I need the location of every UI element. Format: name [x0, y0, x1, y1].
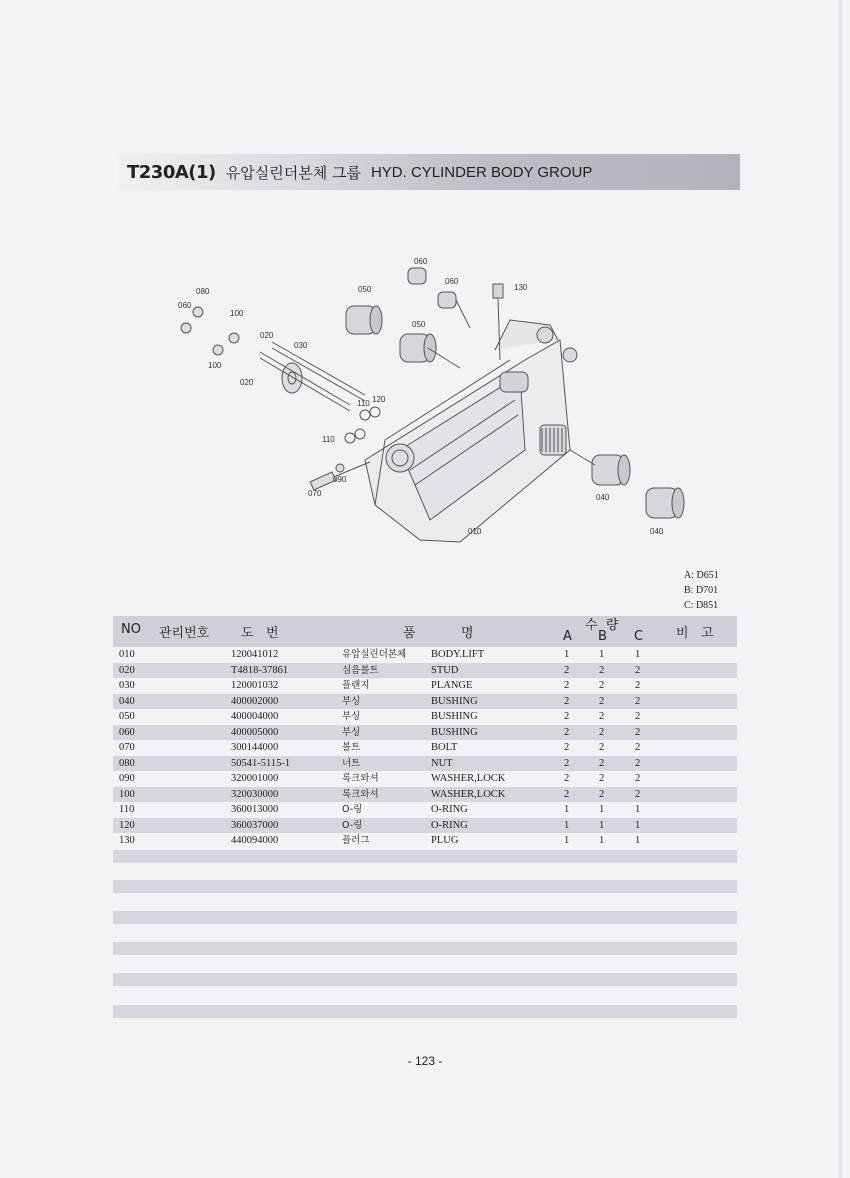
model-c: C: D851 [684, 600, 719, 611]
callout-label: 020 [240, 378, 254, 387]
cell-qty-b: 2 [599, 757, 605, 769]
header-remarks: 비 고 [676, 626, 714, 641]
empty-row-stripe [113, 973, 737, 986]
cell-qty-c: 2 [635, 726, 641, 738]
page-number: - 123 - [407, 1054, 443, 1068]
empty-row-stripe [113, 880, 737, 893]
cell-name-kr: 너트 [342, 757, 361, 769]
cell-qty-b: 2 [599, 695, 605, 707]
table-row [113, 756, 737, 772]
cell-name-kr: 록크와셔 [342, 788, 379, 800]
callout-label: 110 [357, 399, 370, 408]
cell-no: 040 [119, 695, 135, 707]
cell-part-no: 400002000 [231, 695, 279, 707]
empty-row-stripe [113, 942, 737, 955]
cell-name-kr: 플랜지 [342, 680, 370, 691]
cell-name-en: BUSHING [431, 711, 478, 722]
header-qty-c: C [634, 629, 644, 644]
group-title-korean: 유압실린더본체 그룹 [225, 163, 361, 182]
callout-label: 030 [294, 341, 308, 350]
cell-qty-a: 1 [564, 804, 570, 815]
cell-name-kr: 유압실린더본체 [342, 649, 407, 660]
cell-qty-b: 2 [599, 726, 605, 738]
cell-part-no: 360037000 [231, 819, 279, 831]
cell-qty-b: 2 [599, 664, 605, 676]
callout-label: 010 [468, 527, 482, 536]
table-row [113, 647, 737, 663]
header-mgmt-no: 관리번호 [159, 626, 210, 641]
cell-qty-a: 1 [564, 649, 570, 660]
cell-qty-a: 2 [564, 695, 570, 707]
cell-part-no: 50541-5115-1 [231, 757, 291, 769]
cell-no: 090 [119, 773, 135, 784]
cell-no: 050 [119, 711, 135, 722]
empty-row-stripe [113, 911, 737, 924]
callout-label: 060 [414, 257, 428, 266]
cell-name-en: PLANGE [431, 680, 473, 691]
callout-label: 050 [412, 320, 426, 329]
cell-qty-c: 2 [635, 742, 641, 753]
cell-qty-b: 2 [599, 742, 605, 753]
table-row [113, 694, 737, 710]
cell-qty-a: 2 [564, 726, 570, 738]
cell-part-no: 400005000 [231, 726, 279, 738]
cell-qty-c: 1 [635, 835, 641, 846]
cell-part-no: 120041012 [231, 649, 279, 660]
table-row [113, 802, 737, 818]
header-qty-a: A [563, 629, 572, 644]
cell-no: 020 [119, 664, 135, 676]
table-row [113, 787, 737, 803]
callout-label: 110 [322, 435, 335, 444]
cell-no: 110 [119, 804, 135, 815]
callout-label: 080 [196, 287, 210, 296]
cell-qty-b: 1 [599, 649, 605, 660]
callout-label: 060 [445, 277, 459, 286]
cell-name-en: BUSHING [431, 726, 478, 738]
cell-qty-a: 2 [564, 757, 570, 769]
cell-name-kr: 심음볼트 [342, 664, 379, 676]
parts-table-body [113, 647, 737, 849]
model-a: A: D651 [684, 570, 719, 581]
cell-name-kr: 볼트 [342, 742, 361, 753]
cell-qty-b: 2 [599, 711, 605, 722]
model-b: B: D701 [684, 585, 719, 596]
cell-qty-b: 2 [599, 773, 605, 784]
cell-qty-c: 1 [635, 819, 641, 831]
model-legend [684, 568, 744, 613]
cell-qty-a: 1 [564, 819, 570, 831]
cell-qty-a: 1 [564, 835, 570, 846]
cell-qty-c: 1 [635, 649, 641, 660]
cell-qty-a: 2 [564, 742, 570, 753]
cell-qty-a: 2 [564, 788, 570, 800]
cell-qty-c: 2 [635, 680, 641, 691]
cell-qty-b: 1 [599, 835, 605, 846]
cell-part-no: 300144000 [231, 742, 279, 753]
cell-part-no: 320030000 [231, 788, 279, 800]
cell-name-en: BOLT [431, 742, 458, 753]
callout-label: 060 [178, 301, 192, 310]
cell-name-en: O-RING [431, 804, 468, 815]
empty-row-stripe [113, 1005, 737, 1018]
cell-no: 120 [119, 819, 135, 831]
table-row [113, 725, 737, 741]
cell-no: 070 [119, 742, 135, 753]
cell-qty-c: 2 [635, 773, 641, 784]
exploded-parts-diagram [160, 250, 700, 550]
cell-no: 130 [119, 835, 135, 846]
callout-label: 090 [333, 475, 347, 484]
header-quantity: 수 량 [585, 618, 619, 633]
table-row [113, 833, 737, 849]
cell-no: 100 [119, 788, 135, 800]
cell-part-no: T4818-37861 [231, 664, 289, 676]
cell-name-kr: O-링 [342, 819, 363, 831]
cell-part-no: 440094000 [231, 835, 279, 846]
cell-name-en: STUD [431, 664, 459, 676]
cell-qty-c: 1 [635, 804, 641, 815]
parts-table-header [113, 616, 737, 647]
cell-name-en: BODY.LIFT [431, 649, 485, 660]
cell-part-no: 120001032 [231, 680, 279, 691]
table-row [113, 818, 737, 834]
empty-row-stripe [113, 850, 737, 863]
table-row [113, 740, 737, 756]
group-title-bar [118, 154, 740, 190]
callout-label: 070 [308, 489, 322, 498]
group-title-english: HYD. CYLINDER BODY GROUP [370, 163, 593, 181]
cell-qty-a: 2 [564, 680, 570, 691]
cell-name-en: NUT [431, 757, 453, 769]
cell-no: 010 [119, 649, 135, 660]
header-part-name: 품 명 [403, 626, 474, 641]
header-no: NO [121, 622, 141, 637]
cell-name-kr: 플러그 [342, 835, 370, 846]
cell-qty-c: 2 [635, 695, 641, 707]
header-qty-b: B [598, 629, 607, 644]
group-code: T230A(1) [127, 161, 216, 183]
cell-no: 060 [119, 726, 135, 738]
page-edge [839, 0, 842, 1178]
cell-qty-c: 2 [635, 788, 641, 800]
callout-label: 130 [514, 283, 528, 292]
callout-label: 020 [260, 331, 274, 340]
callout-label: 050 [358, 285, 372, 294]
callout-label: 100 [230, 309, 244, 318]
table-row [113, 663, 737, 679]
cell-name-kr: 부싱 [342, 711, 361, 722]
cell-qty-a: 2 [564, 664, 570, 676]
cell-name-en: WASHER,LOCK [431, 773, 506, 784]
cell-qty-c: 2 [635, 711, 641, 722]
callout-label: 040 [650, 527, 664, 536]
cell-name-en: PLUG [431, 835, 459, 846]
callout-label: 040 [596, 493, 610, 502]
cell-qty-b: 2 [599, 788, 605, 800]
cell-qty-b: 1 [599, 819, 605, 831]
cell-part-no: 400004000 [231, 711, 279, 722]
cell-no: 030 [119, 680, 135, 691]
header-drawing-no: 도 번 [241, 626, 279, 641]
table-row [113, 709, 737, 725]
cell-part-no: 320001000 [231, 773, 279, 784]
cell-name-en: O-RING [431, 819, 468, 831]
cell-part-no: 360013000 [231, 804, 279, 815]
cell-qty-a: 2 [564, 711, 570, 722]
table-row [113, 771, 737, 787]
cell-name-kr: O-링 [342, 804, 363, 815]
cell-name-en: WASHER,LOCK [431, 788, 506, 800]
cell-name-en: BUSHING [431, 695, 478, 707]
table-row [113, 678, 737, 694]
cell-name-kr: 록크와셔 [342, 773, 379, 784]
cell-qty-b: 1 [599, 804, 605, 815]
callout-label: 120 [372, 395, 386, 404]
cell-no: 080 [119, 757, 135, 769]
cell-name-kr: 부싱 [342, 726, 361, 738]
cell-name-kr: 부싱 [342, 695, 361, 707]
callout-label: 100 [208, 361, 222, 370]
cell-qty-c: 2 [635, 757, 641, 769]
cell-qty-b: 2 [599, 680, 605, 691]
cell-qty-a: 2 [564, 773, 570, 784]
cell-qty-c: 2 [635, 664, 641, 676]
